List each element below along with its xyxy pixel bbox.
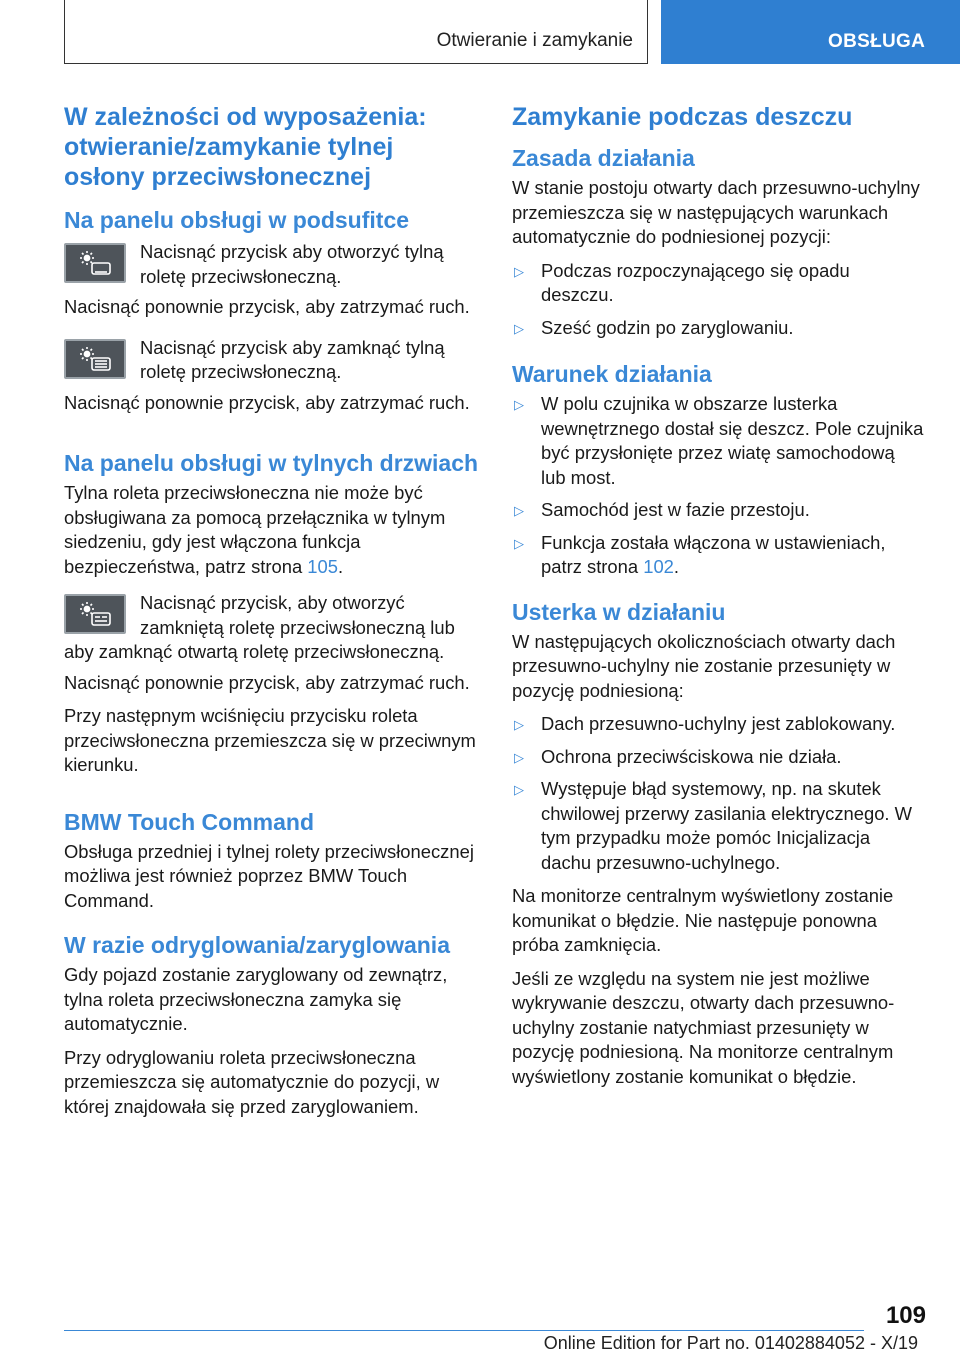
- header-chapter-title: OBSŁUGA: [828, 31, 926, 52]
- list-item: ▷ Podczas rozpoczynającego się opadu deszczu.: [514, 259, 850, 305]
- triangle-bullet-icon: ▷: [514, 717, 524, 732]
- triangle-bullet-icon: ▷: [514, 535, 524, 551]
- instruction-close-text: Nacisnąć przycisk aby zamknąć tylną roletę przeciwsłoneczną.: [140, 336, 445, 382]
- footer-edition: Online Edition for Part no. 01402884052 - X/19: [543, 1333, 918, 1353]
- triangle-bullet-icon: ▷: [514, 503, 524, 518]
- principle-text: W stanie postoju otwarty dach przesuwno-uchylny przemieszcza się w następujących warunkach automatycznie do podniesionej pozycji:: [512, 177, 920, 247]
- section-title-principle: Zasada działania: [512, 145, 695, 171]
- sunblind-button-icon: [64, 594, 126, 634]
- page-link-102[interactable]: 102: [643, 556, 674, 577]
- triangle-bullet-icon: ▷: [514, 320, 524, 336]
- monitor-message-text: Na monitorze centralnym wyświetlony zostanie komunikat o błędzie. Nie następuje ponowna próba zamknięcia.: [512, 885, 894, 955]
- instruction-toggle-text: Nacisnąć przycisk, aby otworzyć zamkniętą roletę przeciwsłoneczną lub aby zamknąć otwartą roletę przeciwsłoneczną.: [64, 592, 455, 662]
- header-section-title: Otwieranie i zamykanie: [436, 30, 633, 51]
- sunblind-button-icon: [64, 243, 126, 283]
- principle-list: [512, 259, 924, 341]
- footer-divider: [64, 1330, 864, 1331]
- instruction-toggle: [64, 591, 479, 665]
- section-title-roof-panel: Na panelu obsługi w podsufitce: [64, 207, 410, 233]
- right-heading: Zamykanie podczas deszczu: [512, 103, 853, 131]
- list-item: ▷ Funkcja została włączona w ustawieniach, patrz strona 102.: [514, 531, 886, 577]
- list-item: ▷ Występuje błąd systemowy, np. na skutek chwilowej przerwy zasilania elektrycznego. W tym przypadku może pomóc Inicjalizacja dachu przesuwno-uchylnego.: [514, 778, 913, 873]
- rear-doors-paragraph: Tylna roleta przeciwsłoneczna nie może być obsługiwana za pomocą przełącznika w tylnym siedzeniu, gdy jest włączona funkcja bezpieczeństwa, patrz strona 105.: [64, 482, 446, 577]
- list-item: ▷ Dach przesuwno-uchylny jest zablokowany.: [512, 712, 924, 737]
- page-number: 109: [885, 1302, 926, 1329]
- left-heading: W zależności od wyposażenia: otwieranie/zamykanie tylnej osłony przeciwsłonecznej: [64, 103, 427, 191]
- instruction-close: [64, 336, 479, 385]
- locking-text-1: Gdy pojazd zostanie zaryglowany od zewnątrz, tylna roleta przeciwsłoneczna zamyka się automatycznie.: [64, 964, 448, 1034]
- locking-text-2: Przy odryglowaniu roleta przeciwsłoneczna przemieszcza się automatycznie do pozycji, w której znajdowała się przed zaryglowaniem.: [64, 1046, 440, 1117]
- instruction-open-text: Nacisnąć przycisk aby otworzyć tylną roletę przeciwsłoneczną.: [140, 241, 444, 287]
- malfunction-text: W następujących okolicznościach otwarty dach przesuwno-uchylny nie zostanie przesunięty w pozycję podniesioną:: [512, 630, 896, 701]
- triangle-bullet-icon: ▷: [514, 263, 524, 279]
- section-title-touch-command: BMW Touch Command: [64, 808, 314, 835]
- page-link-105[interactable]: 105: [307, 555, 338, 577]
- instruction-stop-text-2: Nacisnąć ponownie przycisk, aby zatrzymać ruch.: [64, 391, 470, 413]
- header-chapter-tab: [661, 0, 960, 64]
- left-column: [64, 102, 479, 1128]
- list-item: ▷ Samochód jest w fazie przestoju.: [512, 498, 924, 523]
- instruction-stop-text: Nacisnąć ponownie przycisk, aby zatrzymać ruch.: [64, 296, 470, 317]
- triangle-bullet-icon: ▷: [514, 782, 524, 797]
- list-item: ▷ Ochrona przeciwściskowa nie działa.: [512, 745, 924, 770]
- instruction-stop-text-3: Nacisnąć ponownie przycisk, aby zatrzymać ruch.: [64, 671, 470, 693]
- list-item: ▷ W polu czujnika w obszarze lusterka wewnętrznego dostał się deszcz. Pole czujnika być przysłonięte przez wiatę samochodową lub most.: [514, 393, 924, 488]
- section-title-locking: W razie odryglowania/zaryglowania: [64, 932, 450, 958]
- instruction-open: [64, 240, 479, 289]
- header-section-box: [64, 0, 648, 64]
- section-title-malfunction: Usterka w działaniu: [512, 598, 726, 625]
- triangle-bullet-icon: ▷: [514, 749, 524, 765]
- triangle-bullet-icon: ▷: [514, 397, 524, 412]
- section-title-condition: Warunek działania: [512, 361, 712, 387]
- condition-list: [512, 392, 924, 580]
- system-message-text: Jeśli ze względu na system nie jest możliwe wykrywanie deszczu, otwarty dach przesuwno-uchylny zostanie natychmiast przesunięty w pozycję podniesioną. Na monitorze centralnym wyświetlony zostanie komunikat o błędzie.: [512, 967, 895, 1087]
- list-item: ▷ Sześć godzin po zaryglowaniu.: [512, 316, 924, 341]
- reverse-direction-text: Przy następnym wciśnięciu przycisku roleta przeciwsłoneczna przemieszcza się w przeciwnym kierunku.: [64, 705, 476, 775]
- section-title-rear-doors: Na panelu obsługi w tylnych drzwiach: [64, 450, 479, 476]
- touch-command-text: Obsługa przedniej i tylnej rolety przeciwsłonecznej możliwa jest również poprzez BMW Touch Command.: [64, 840, 474, 911]
- right-column: [512, 102, 924, 1098]
- malfunction-list: [512, 712, 924, 875]
- sunblind-button-icon: [64, 339, 126, 379]
